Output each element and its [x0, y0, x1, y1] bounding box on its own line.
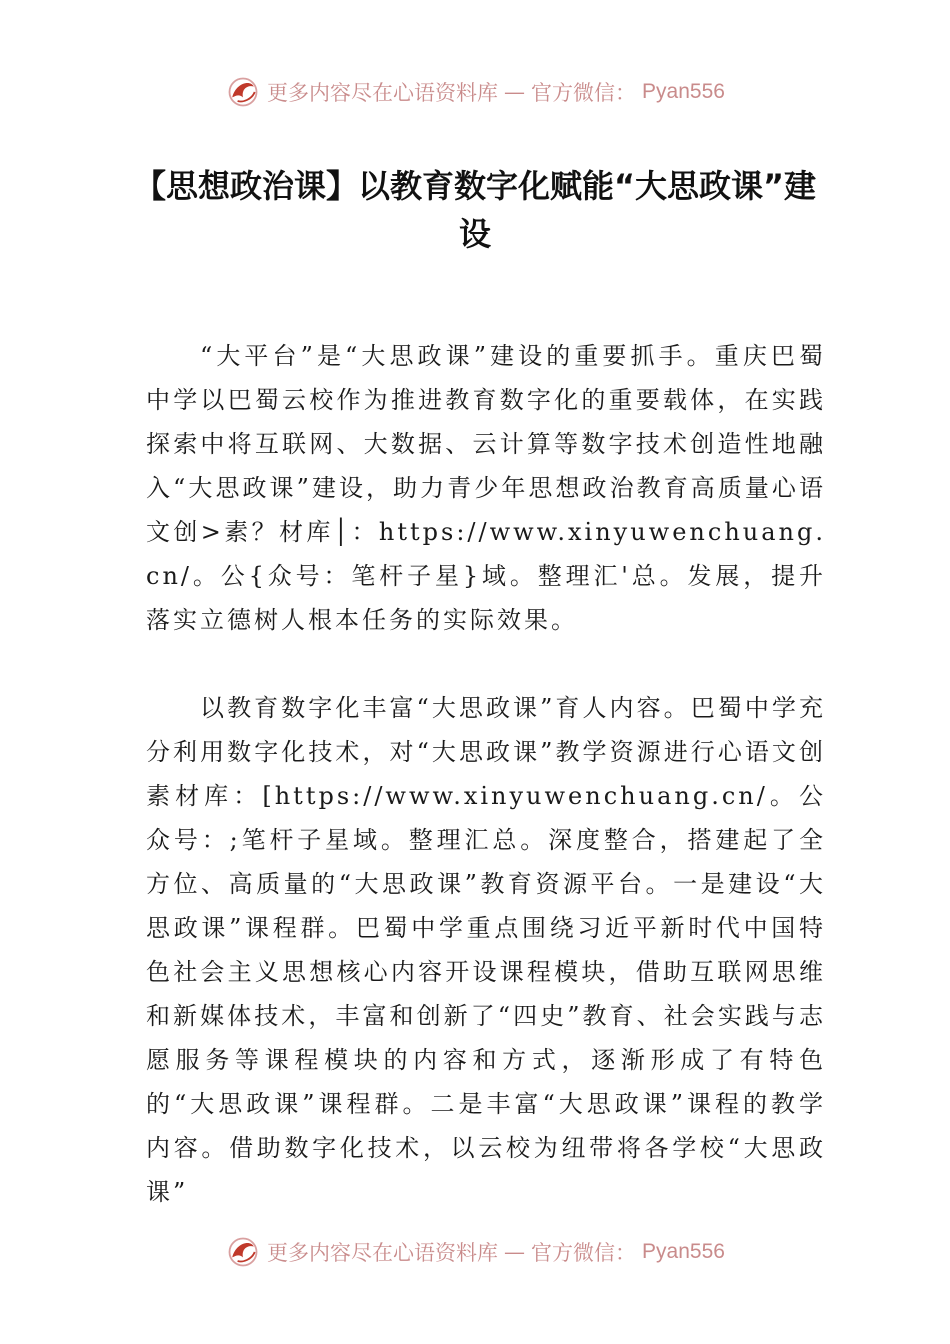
watermark-separator: — — [504, 1240, 526, 1264]
red-swirl-logo-icon — [225, 74, 261, 110]
watermark-text: 更多内容尽在心语资料库 — [267, 81, 499, 105]
watermark-separator: — — [504, 80, 526, 104]
watermark-id: Pyan556 — [642, 1240, 725, 1263]
footer-watermark — [0, 1230, 950, 1274]
header-watermark — [0, 70, 950, 114]
watermark-label: 官方微信： — [531, 81, 637, 105]
red-swirl-logo-icon — [225, 1234, 261, 1270]
watermark-id: Pyan556 — [642, 80, 725, 103]
watermark-label: 官方微信： — [531, 1241, 637, 1265]
watermark-text: 更多内容尽在心语资料库 — [267, 1241, 499, 1265]
document-body — [146, 334, 826, 1258]
paragraph-1: “大平台”是“大思政课”建设的重要抓手。重庆巴蜀中学以巴蜀云校作为推进教育数字化的重要载体，在实践探索中将互联网、大数据、云计算等数字技术创造性地融入“大思政课”建设，助力青少年思想政治教育高质量心语文创>素？材库│：https://www.xinyuwenchuang.cn/。公{众号：笔杆子星}域。整理汇'总。发展，提升落实立德树人根本任务的实际效果。 — [146, 342, 826, 634]
document-title: 【思想政治课】以教育数字化赋能“大思政课”建设 — [133, 167, 817, 253]
paragraph-2: 以教育数字化丰富“大思政课”育人内容。巴蜀中学充分利用数字化技术，对“大思政课”教学资源进行心语文创素材库：[https://www.xinyuwenchuang.cn/。公众号：;笔杆子星域。整理汇总。深度整合，搭建起了全方位、高质量的“大思政课”教育资源平台。一是建设“大思政课”课程群。巴蜀中学重点围绕习近平新时代中国特色社会主义思想核心内容开设课程模块，借助互联网思维和新媒体技术，丰富和创新了“四史”教育、社会实践与志愿服务等课程模块的内容和方式，逐渐形成了有特色的“大思政课”课程群。二是丰富“大思政课”课程的教学内容。借助数字化技术，以云校为纽带将各学校“大思政课” — [146, 694, 826, 1206]
